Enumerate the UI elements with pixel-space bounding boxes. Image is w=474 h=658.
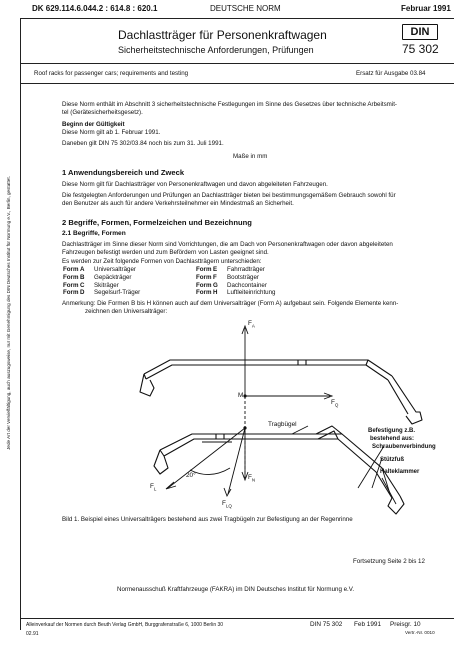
label-stuetzfuss: Stützfuß [380,457,404,463]
committee-line: Normenausschuß Kraftfahrzeuge (FAKRA) im DIN Deutsches Institut für Normung e.V. [117,586,355,593]
forms-row [63,289,363,297]
units-note: Maße in mm [233,153,268,160]
form-word: Form [63,289,79,297]
fq-subscript: Q [334,402,339,408]
din-logo-text: DIN [410,26,430,38]
intro-line2: tel (Gerätesicherheitsgesetz). [62,109,143,116]
form-name: Dachcontainer [227,281,267,289]
form-name: Bootsträger [227,273,259,281]
label-angle: 20° [186,472,196,479]
forms-row [63,282,363,290]
forms-list [63,266,363,297]
form-letter: C [80,281,85,289]
fq-letter: F [331,399,335,406]
label-flq [222,500,232,508]
intro-line1: Diese Norm enthält im Abschnitt 3 sicherheitstechnische Festlegungen im Sinne des Gesetzes über technische Arbeitsmit- [62,101,397,108]
label-fa [248,320,255,328]
label-befestigung-3: Schraubenverbindung [372,444,436,450]
label-fn [248,474,255,482]
dk-number: DK 629.114.6.044.2 : 614.8 : 620.1 [32,4,158,13]
label-fq [331,399,338,407]
form-word: Form [196,266,212,273]
form-name: Skiträger [94,281,119,289]
footer-edition: 02.91 [26,631,39,637]
label-halteklammer: Halteklammer [380,469,420,475]
form-letter: H [213,289,218,297]
header-date: Februar 1991 [401,4,451,13]
section2-p1-line2: Fahrzeugen befestigt werden und zum Befördern von Lasten geeignet sind. [62,249,269,256]
standard-number: 75 302 [402,42,439,56]
fl-letter: F [150,483,154,490]
section1-p2-line1: Die festgelegten Anforderungen und Prüfungen an Dachlastträger bieten bei bestimmungsgemäßem Gebrauch sowohl für [62,192,396,199]
section2-p1-line1: Dachlastträger im Sinne dieser Norm sind Vorrichtungen, die am Dach von Personenkraftwagen oder davon abgeleiteten [62,241,393,248]
footer-din-ref: DIN 75 302 [310,621,343,628]
form-letter: F [213,273,217,281]
fn-subscript: N [251,477,256,483]
form-letter: A [80,266,85,273]
page-title: Dachlastträger für Personenkraftwagen [118,28,327,42]
footer-top-rule [20,618,454,619]
form-name: Segelsurf-Träger [94,289,141,297]
figure-caption: Bild 1. Beispiel eines Universalträgers bestehend aus zwei Tragbügeln zur Befestigung an der Regenrinne [62,516,353,523]
note-line2: zeichnen den Universalträger: [85,308,168,315]
continuation-note: Fortsetzung Seite 2 bis 12 [353,558,425,565]
form-word: Form [63,273,79,281]
form-name: Fahrradträger [227,266,265,273]
norm-type: DEUTSCHE NORM [210,4,281,13]
forms-row [63,274,363,282]
form-letter: G [213,281,218,289]
form-word: Form [63,281,79,289]
validity-heading: Beginn der Gültigkeit [62,121,125,128]
fa-letter: F [248,320,252,327]
english-title: Roof racks for passenger cars; requirements and testing [34,70,189,77]
page-subtitle: Sicherheitstechnische Anforderungen, Prüfungen [118,45,314,55]
section2-heading: 2 Begriffe, Formen, Formelzeichen und Bezeichnung [62,218,252,227]
label-befestigung-1: Befestigung z.B. [368,428,416,434]
fn-letter: F [248,474,252,481]
section1-heading: 1 Anwendungsbereich und Zweck [62,168,185,177]
fa-subscript: A [251,323,255,329]
form-word: Form [63,266,79,273]
footer-sales: Alleinverkauf der Normen durch Beuth Verlag GmbH, Burggrafenstraße 6, 1000 Berlin 30 [26,622,224,628]
note-line1: Anmerkung: Die Formen B bis H können auch auf dem Universalträger (Form A) aufgebaut sein. Folgende Elemente kenn- [62,300,399,307]
section1-p2-line2: den Benutzer als auch für andere Verkehrsteilnehmer ein Mindestmaß an Sicherheit. [62,200,294,207]
label-befestigung-2: bestehend aus: [370,436,415,442]
form-name: Gepäckträger [94,273,132,281]
fl-subscript: L [153,486,157,492]
footer-price-group: Preisgr. 10 [390,621,421,628]
validity-line1: Diese Norm gilt ab 1. Februar 1991. [62,129,161,136]
form-word: Form [196,289,212,297]
roof-rack-figure [120,318,450,518]
replacement-note: Ersatz für Ausgabe 03.84 [356,70,426,77]
top-rule [20,18,454,19]
label-m: M [238,392,244,399]
form-letter: B [80,273,85,281]
section2-p2: Es werden zur Zeit folgende Formen von Dachlastträgern unterschieden: [62,258,262,265]
form-word: Form [196,281,212,289]
form-name: Luftleiteinrichtung [227,289,276,297]
footer-vertr: Vertr.-Nr. 0010 [405,630,435,635]
form-letter: E [213,266,218,273]
section2-1-heading: 2.1 Begriffe, Formen [62,230,126,237]
din-logo [402,24,438,40]
form-letter: D [80,289,85,297]
label-fl [150,483,156,491]
footer-date: Feb 1991 [354,621,382,628]
validity-line2: Daneben gilt DIN 75 302/03.84 noch bis zum 31. Juli 1991. [62,140,224,147]
header-bottom-rule [20,63,454,64]
left-rule [20,18,21,630]
forms-row [63,266,363,274]
englishtitle-bottom-rule [20,83,454,84]
form-name: Universalträger [94,266,136,273]
label-tragbuegel: Tragbügel [268,421,297,428]
flq-subscript: LQ [225,503,232,509]
copyright-side-text: Jede Art der Vervielfältigung, auch auszugsweise, nur mit Genehmigung des DIN Deutsches Institut für Normung e.V., Berlin, gestattet. [6,176,11,450]
flq-letter: F [222,500,226,507]
section1-p1: Diese Norm gilt für Dachlastträger von Personenkraftwagen und davon abgeleiteten Fahrzeugen. [62,181,328,188]
form-word: Form [196,273,212,281]
